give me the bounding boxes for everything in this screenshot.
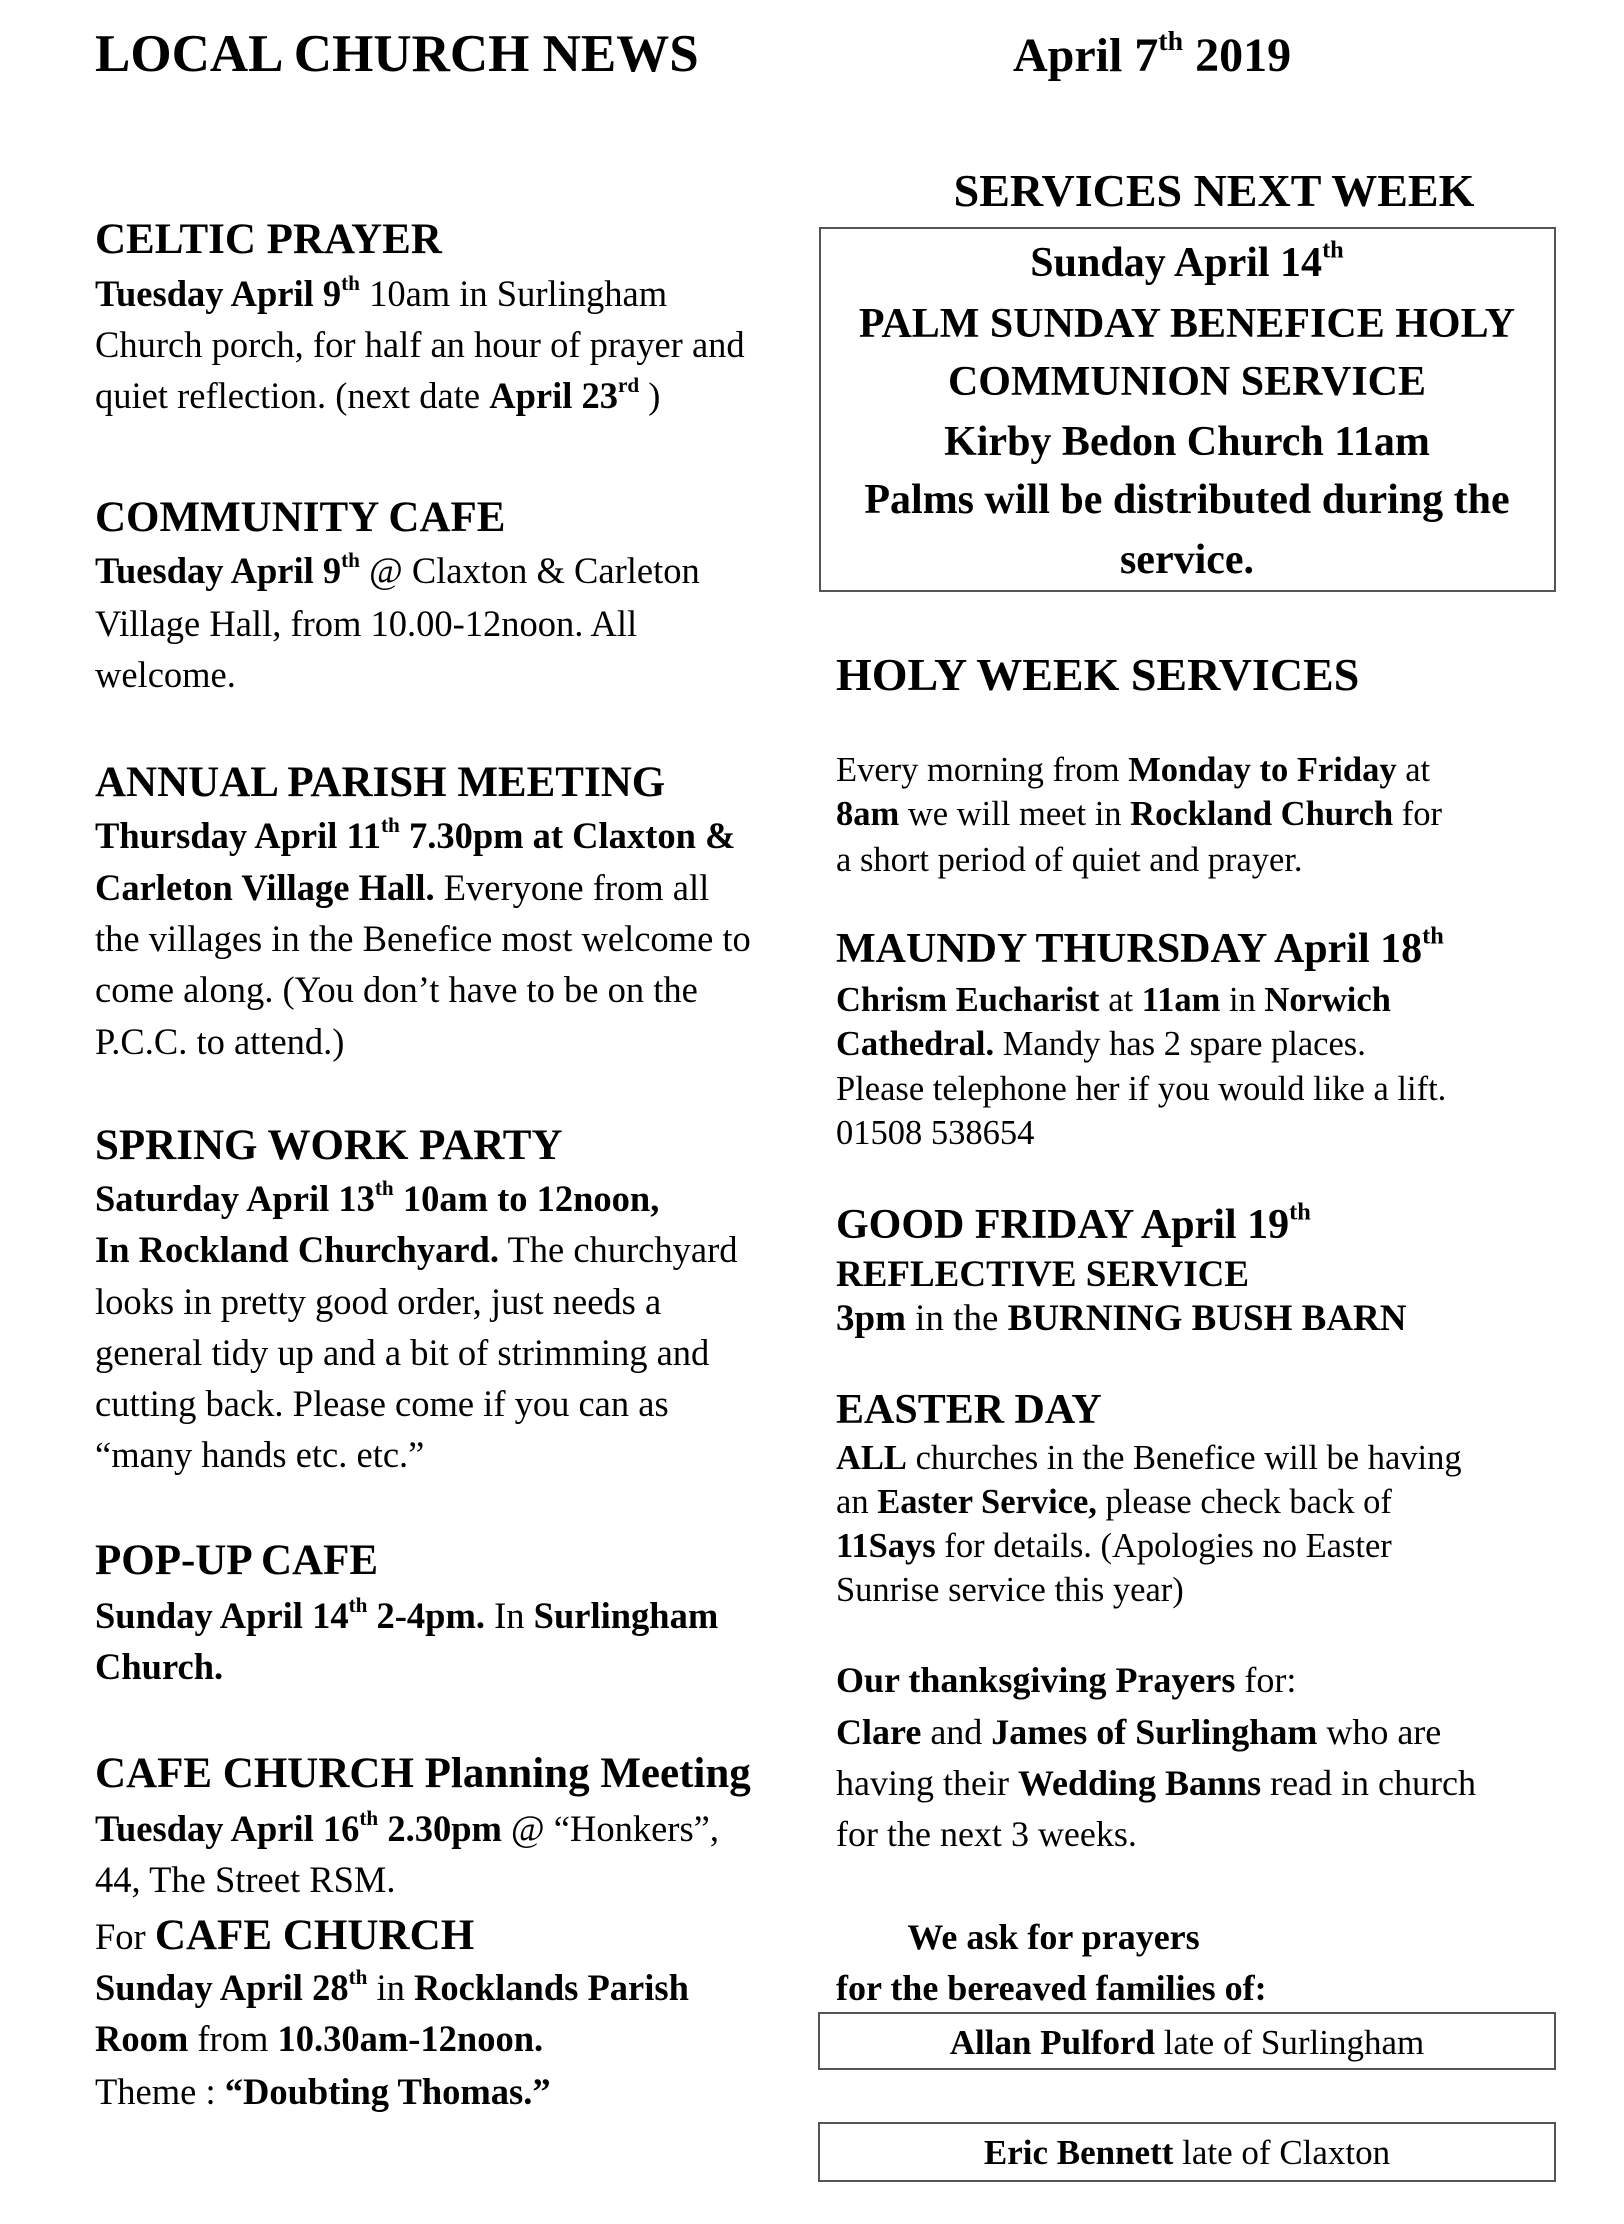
text: Everyone from all xyxy=(434,867,710,908)
easter-day-line xyxy=(836,1573,1184,1608)
easter-day-line xyxy=(836,1441,1462,1476)
spring-work-party-line xyxy=(95,1229,738,1270)
ordinal-suffix: th xyxy=(1158,26,1184,58)
bold-text: 11Says xyxy=(836,1527,936,1565)
section-heading-cafe-church-planning xyxy=(95,1752,751,1795)
spring-work-party-line xyxy=(95,1332,710,1373)
text: in the xyxy=(905,1298,1008,1339)
maundy-thursday-heading xyxy=(836,922,1444,972)
easter-day-line xyxy=(836,1529,1392,1564)
ordinal-suffix: th xyxy=(341,548,360,573)
text: having their xyxy=(836,1763,1018,1803)
text: at xyxy=(1099,981,1142,1019)
ordinal-suffix: th xyxy=(381,813,400,838)
text: Sunrise service this year) xyxy=(836,1571,1184,1609)
cafe-church-line xyxy=(95,1914,474,1957)
easter-day-heading xyxy=(836,1389,1102,1431)
text: For xyxy=(95,1916,155,1957)
thanksgiving-line xyxy=(836,1765,1476,1801)
text: @ Claxton & Carleton xyxy=(359,550,700,591)
services-box-line xyxy=(819,303,1555,345)
text: Mandy has 2 spare places. xyxy=(994,1025,1366,1063)
text: a short period of quiet and prayer. xyxy=(836,841,1303,879)
annual-parish-meeting-line xyxy=(95,813,736,856)
text: Church porch, for half an hour of prayer and xyxy=(95,324,745,365)
text: in xyxy=(367,1967,415,2008)
text: late of Claxton xyxy=(1173,2133,1391,2172)
bold-text: Rockland Church xyxy=(1130,795,1394,833)
section-heading-annual-parish-meeting xyxy=(95,761,665,804)
text: ) xyxy=(639,375,661,416)
text: please check back of xyxy=(1096,1483,1392,1521)
text: for xyxy=(1393,795,1442,833)
bold-text: 3pm xyxy=(836,1298,906,1339)
bold-text: GOOD FRIDAY April 19 xyxy=(836,1202,1290,1248)
bold-text: Monday to Friday xyxy=(1128,751,1397,789)
good-friday-line xyxy=(836,1256,1249,1293)
text: from xyxy=(188,2018,278,2059)
bold-text: Eric Bennett xyxy=(983,2133,1174,2172)
ordinal-suffix: th xyxy=(1322,236,1344,264)
text: come along. (You don’t have to be on the xyxy=(95,969,698,1010)
bold-text: 8am xyxy=(836,795,900,833)
bold-text: 2019 xyxy=(1183,29,1292,82)
bold-text: POP-UP CAFE xyxy=(95,1537,379,1584)
bold-text: April 7 xyxy=(1013,29,1159,82)
bold-text: 10am to 12noon, xyxy=(393,1178,660,1219)
cafe-church-line xyxy=(95,1965,689,2008)
bold-text: Allan Pulford xyxy=(949,2023,1155,2062)
text: read in church xyxy=(1261,1763,1476,1803)
holy-week-intro-line xyxy=(836,843,1303,878)
bold-text: 7.30pm at Claxton & xyxy=(399,815,736,856)
ordinal-suffix: rd xyxy=(618,373,640,398)
ordinal-suffix: th xyxy=(341,271,360,296)
annual-parish-meeting-line xyxy=(95,969,698,1010)
bold-text: BURNING BUSH BARN xyxy=(1007,1298,1407,1339)
text: Every morning from xyxy=(836,751,1129,789)
section-heading-community-cafe xyxy=(95,496,505,539)
text: “many hands etc. etc.” xyxy=(95,1434,425,1475)
good-friday-line xyxy=(836,1300,1406,1337)
celtic-prayer-line xyxy=(95,271,668,314)
text: P.C.C. to attend.) xyxy=(95,1021,345,1062)
section-heading-spring-work-party xyxy=(95,1124,563,1167)
ordinal-suffix: th xyxy=(348,1593,368,1618)
text: Village Hall, from 10.00-12noon. All xyxy=(95,603,638,644)
ordinal-suffix: th xyxy=(1289,1198,1311,1226)
thanksgiving-line xyxy=(836,1816,1137,1852)
bold-text: EASTER DAY xyxy=(836,1387,1102,1433)
pop-up-cafe-line xyxy=(95,1593,719,1636)
ordinal-suffix: th xyxy=(374,1176,394,1201)
services-box-line xyxy=(819,421,1555,463)
bold-text: for the bereaved families of: xyxy=(836,1968,1267,2008)
spring-work-party-line xyxy=(95,1281,662,1322)
bold-text: We ask for prayers xyxy=(836,1917,1200,1957)
bold-text: CELTIC PRAYER xyxy=(95,216,442,263)
holy-week-intro-line xyxy=(836,753,1430,788)
bold-text: Rocklands Parish xyxy=(414,1967,689,2008)
good-friday-heading xyxy=(836,1198,1311,1248)
spring-work-party-line xyxy=(95,1434,425,1475)
bold-text: Sunday April 28 xyxy=(95,1967,349,2008)
community-cafe-line xyxy=(95,654,236,695)
maundy-thursday-line xyxy=(836,1027,1366,1062)
maundy-thursday-line xyxy=(836,983,1391,1018)
bold-text: Surlingham xyxy=(533,1595,719,1636)
text: The churchyard xyxy=(498,1229,738,1270)
text: quiet reflection. (next date xyxy=(95,375,490,416)
text: in xyxy=(1220,981,1265,1019)
issue-date xyxy=(1013,26,1292,82)
bold-text: Palms will be distributed during the xyxy=(864,477,1510,523)
text: looks in pretty good order, just needs a xyxy=(95,1281,662,1322)
bold-text: Norwich xyxy=(1264,981,1391,1019)
cafe-church-line xyxy=(95,1859,396,1900)
text: who are xyxy=(1317,1712,1442,1752)
bold-text: SPRING WORK PARTY xyxy=(95,1122,563,1169)
bold-text: PALM SUNDAY BENEFICE HOLY xyxy=(858,301,1516,347)
text: 10am in Surlingham xyxy=(359,273,668,314)
bold-text: Our thanksgiving Prayers xyxy=(836,1660,1236,1700)
ordinal-suffix: th xyxy=(348,1965,368,1990)
bold-text: MAUNDY THURSDAY April 18 xyxy=(836,926,1423,972)
text: we will meet in xyxy=(899,795,1131,833)
bold-text: Tuesday April 9 xyxy=(95,550,342,591)
cafe-church-line xyxy=(95,1806,719,1849)
text: general tidy up and a bit of strimming and xyxy=(95,1332,710,1373)
bold-text: Thursday April 11 xyxy=(95,815,382,856)
ordinal-suffix: th xyxy=(1422,922,1444,950)
ordinal-suffix: th xyxy=(359,1806,379,1831)
text: for details. (Apologies no Easter xyxy=(935,1527,1392,1565)
bold-text: CAFE CHURCH Planning Meeting xyxy=(95,1750,751,1797)
bold-text: 10.30am-12noon. xyxy=(277,2018,544,2059)
text: the villages in the Benefice most welcome to xyxy=(95,918,751,959)
section-heading-celtic-prayer xyxy=(95,218,442,261)
services-box-line xyxy=(819,539,1555,581)
easter-day-line xyxy=(836,1485,1392,1520)
bold-text: REFLECTIVE SERVICE xyxy=(836,1254,1249,1295)
bold-text: ANNUAL PARISH MEETING xyxy=(95,759,666,806)
bold-text: CAFE CHURCH xyxy=(154,1912,475,1959)
bold-text: In Rockland Churchyard. xyxy=(95,1229,499,1270)
cafe-church-line xyxy=(95,2071,551,2112)
bold-text: “Doubting Thomas.” xyxy=(224,2071,551,2112)
bold-text: 11am xyxy=(1141,981,1221,1019)
bold-text: James of Surlingham xyxy=(991,1712,1318,1752)
bold-text: 2.30pm xyxy=(378,1808,512,1849)
bold-text: Saturday April 13 xyxy=(95,1178,375,1219)
services-box-line xyxy=(819,236,1555,286)
holy-week-intro-line xyxy=(836,797,1442,832)
text: 01508 538654 xyxy=(836,1114,1035,1152)
services-next-week-heading: SERVICES NEXT WEEK xyxy=(953,165,1475,216)
text: Theme : xyxy=(95,2071,225,2112)
bold-text: Clare xyxy=(836,1712,922,1752)
maundy-thursday-line xyxy=(836,1072,1446,1107)
bereaved-name xyxy=(819,2025,1555,2060)
bold-text: Cathedral. xyxy=(836,1025,995,1063)
cafe-church-line xyxy=(95,2018,544,2059)
spring-work-party-line xyxy=(95,1176,660,1219)
text: @ “Honkers”, xyxy=(511,1808,719,1849)
bereaved-prayers-line xyxy=(836,1970,1267,2006)
newsletter-title: LOCAL CHURCH NEWS xyxy=(95,25,699,83)
bold-text: 2-4pm. xyxy=(367,1595,485,1636)
bold-text: Easter Service, xyxy=(877,1483,1097,1521)
community-cafe-line xyxy=(95,548,700,591)
annual-parish-meeting-line xyxy=(95,1021,345,1062)
bold-text: Room xyxy=(95,2018,189,2059)
bold-text: Chrism Eucharist xyxy=(836,981,1100,1019)
bereaved-name xyxy=(819,2135,1555,2170)
bold-text: service. xyxy=(1119,537,1255,583)
pop-up-cafe-line xyxy=(95,1646,224,1687)
celtic-prayer-line xyxy=(95,373,661,416)
bold-text: Wedding Banns xyxy=(1017,1763,1262,1803)
bold-text: COMMUNITY CAFE xyxy=(95,494,506,541)
bold-text: Church. xyxy=(95,1646,224,1687)
text: and xyxy=(921,1712,992,1752)
bold-text: Carleton Village Hall. xyxy=(95,867,435,908)
annual-parish-meeting-line xyxy=(95,867,710,908)
community-cafe-line xyxy=(95,603,638,644)
bereaved-prayers-line xyxy=(836,1919,1200,1955)
bold-text: COMMUNION SERVICE xyxy=(947,359,1427,405)
bold-text: Sunday April 14 xyxy=(95,1595,349,1636)
bold-text: Tuesday April 9 xyxy=(95,273,342,314)
bold-text: April 23 xyxy=(489,375,619,416)
bold-text: Tuesday April 16 xyxy=(95,1808,360,1849)
thanksgiving-line xyxy=(836,1714,1441,1750)
text: welcome. xyxy=(95,654,236,695)
text: In xyxy=(485,1595,534,1636)
text: an xyxy=(836,1483,878,1521)
bold-text: Kirby Bedon Church 11am xyxy=(944,419,1430,465)
text: churches in the Benefice will be having xyxy=(906,1439,1462,1477)
text: cutting back. Please come if you can as xyxy=(95,1383,669,1424)
section-heading-pop-up-cafe xyxy=(95,1539,378,1582)
text: at xyxy=(1396,751,1431,789)
bold-text: Sunday April 14 xyxy=(1030,240,1323,286)
services-box-line xyxy=(819,479,1555,521)
bold-text: ALL xyxy=(836,1439,907,1477)
celtic-prayer-line xyxy=(95,324,745,365)
mandy-phone-number xyxy=(836,1116,1034,1151)
text: late of Surlingham xyxy=(1154,2023,1425,2062)
text: Please telephone her if you would like a lift. xyxy=(836,1070,1447,1108)
thanksgiving-line xyxy=(836,1662,1296,1698)
holy-week-services-heading: HOLY WEEK SERVICES xyxy=(836,649,1360,700)
annual-parish-meeting-line xyxy=(95,918,751,959)
spring-work-party-line xyxy=(95,1383,669,1424)
text: 44, The Street RSM. xyxy=(95,1859,396,1900)
text: for the next 3 weeks. xyxy=(836,1814,1137,1854)
text: for: xyxy=(1235,1660,1297,1700)
services-box-line xyxy=(819,361,1555,403)
